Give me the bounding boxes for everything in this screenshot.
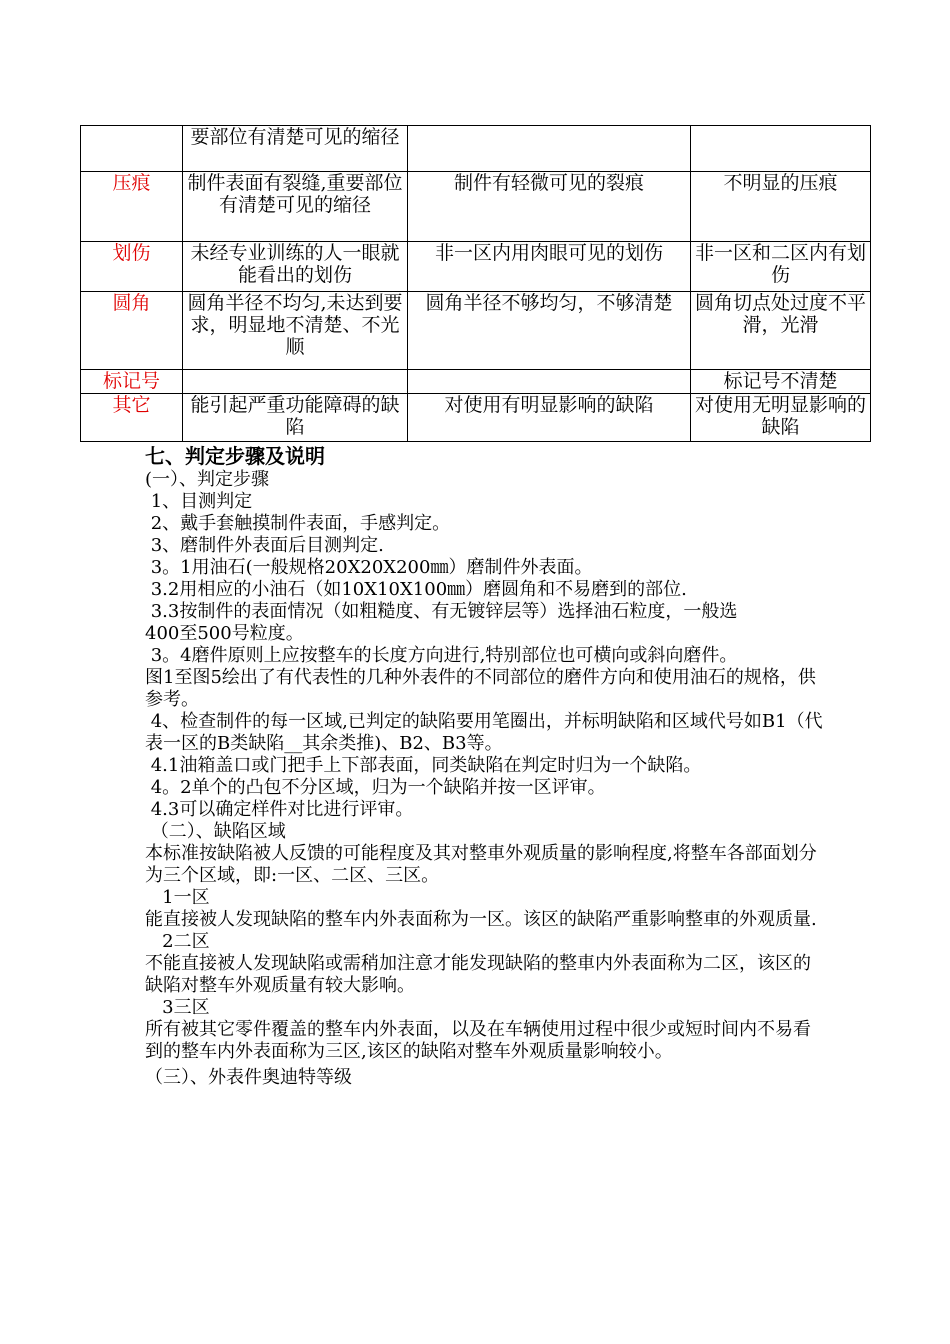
section-line: 4、检查制件的每一区域,已判定的缺陷要用笔圈出，并标明缺陷和区域代号如B1（代表一区的B类缺陷__其余类推)、B2、B3等。 (145, 711, 823, 754)
section-body (145, 443, 825, 1089)
table-cell: 圆角切点处过度不平滑，光滑 (691, 292, 871, 370)
table-row (81, 242, 871, 292)
table-cell (691, 126, 871, 172)
section-line: 3三区 (145, 997, 210, 1018)
table-cell: 圆角半径不均匀,未达到要求，明显地不清楚、不光顺 (183, 292, 408, 370)
section-line: 4。2单个的凸包不分区域，归为一个缺陷并按一区评审。 (145, 777, 606, 798)
section-line: 3.3按制件的表面情况（如粗糙度、有无镀锌层等）选择油石粒度，一般选 (145, 601, 738, 622)
section-line: 所有被其它零件覆盖的整车内外表面，以及在车辆使用过程中很少或短时间内不易看到的整车内外表面称为三区,该区的缺陷对整车外观质量影响较小。 (145, 1019, 811, 1062)
section-line: 1一区 (145, 887, 210, 908)
defect-name-cell: 压痕 (81, 172, 183, 242)
section-line: 本标准按缺陷被人反馈的可能程度及其对整車外观质量的影响程度,将整车各部面划分为三个区域，即:一区、二区、三区。 (145, 843, 817, 886)
table-row (81, 370, 871, 394)
section-line: 2二区 (145, 931, 210, 952)
table-cell: 制件表面有裂缝,重要部位有清楚可见的缩径 (183, 172, 408, 242)
defect-name-cell: 划伤 (81, 242, 183, 292)
section-line: 4.3可以确定样件对比进行评审。 (145, 799, 414, 820)
section-line: （二）、缺陷区域 (145, 821, 286, 842)
defect-table-body (81, 126, 871, 442)
table-cell: 要部位有清楚可见的缩径 (183, 126, 408, 172)
section-line: （三）、外表件奥迪特等级 (145, 1067, 352, 1088)
table-cell (408, 370, 691, 394)
table-cell (408, 126, 691, 172)
section-line: 3。4磨件原则上应按整车的长度方向进行,特别部位也可横向或斜向磨件。 (145, 645, 738, 666)
section-line: 不能直接被人发现缺陷或需稍加注意才能发现缺陷的整車内外表面称为二区，该区的缺陷对整车外观质量有较大影响。 (145, 953, 811, 996)
section-line: 400至500号粒度。 (145, 623, 304, 644)
table-cell: 非一区内用肉眼可见的划伤 (408, 242, 691, 292)
table-cell: 未经专业训练的人一眼就能看出的划伤 (183, 242, 408, 292)
table-cell: 圆角半径不够均匀，不够清楚 (408, 292, 691, 370)
table-cell: 能引起严重功能障碍的缺陷 (183, 394, 408, 442)
section-line: 3。1用油石(一般规格20X20X200㎜）磨制件外表面。 (145, 557, 593, 578)
section-line: 能直接被人发现缺陷的整车内外表面称为一区。该区的缺陷严重影响整車的外观质量. (145, 909, 817, 930)
section-line: 4.1油箱盖口或门把手上下部表面，同类缺陷在判定时归为一个缺陷。 (145, 755, 702, 776)
section-line: (一）、判定步骤 (145, 469, 270, 490)
table-cell: 制件有轻微可见的裂痕 (408, 172, 691, 242)
table-cell (183, 370, 408, 394)
section-lines (145, 469, 825, 1089)
defect-name-cell: 标记号 (81, 370, 183, 394)
section-line: 2、戴手套触摸制件表面，手感判定。 (145, 513, 451, 534)
table-cell: 非一区和二区内有划伤 (691, 242, 871, 292)
section-line: 3.2用相应的小油石（如10X10X100㎜）磨圆角和不易磨到的部位. (145, 579, 687, 600)
table-cell: 对使用有明显影响的缺陷 (408, 394, 691, 442)
table-cell: 标记号不清楚 (691, 370, 871, 394)
defect-name-cell (81, 126, 183, 172)
section-heading: 七、判定步骤及说明 (145, 444, 325, 468)
section-line: 3、磨制件外表面后目测判定. (145, 535, 384, 556)
table-cell: 对使用无明显影响的缺陷 (691, 394, 871, 442)
section-line: 1、目测判定 (145, 491, 253, 512)
table-row (81, 292, 871, 370)
table-row (81, 394, 871, 442)
defect-table (80, 125, 871, 442)
table-row (81, 126, 871, 172)
defect-name-cell: 其它 (81, 394, 183, 442)
section-line: 图1至图5绘出了有代表性的几种外表件的不同部位的磨件方向和使用油石的规格，供参考。 (145, 667, 816, 710)
defect-name-cell: 圆角 (81, 292, 183, 370)
table-cell: 不明显的压痕 (691, 172, 871, 242)
table-row (81, 172, 871, 242)
